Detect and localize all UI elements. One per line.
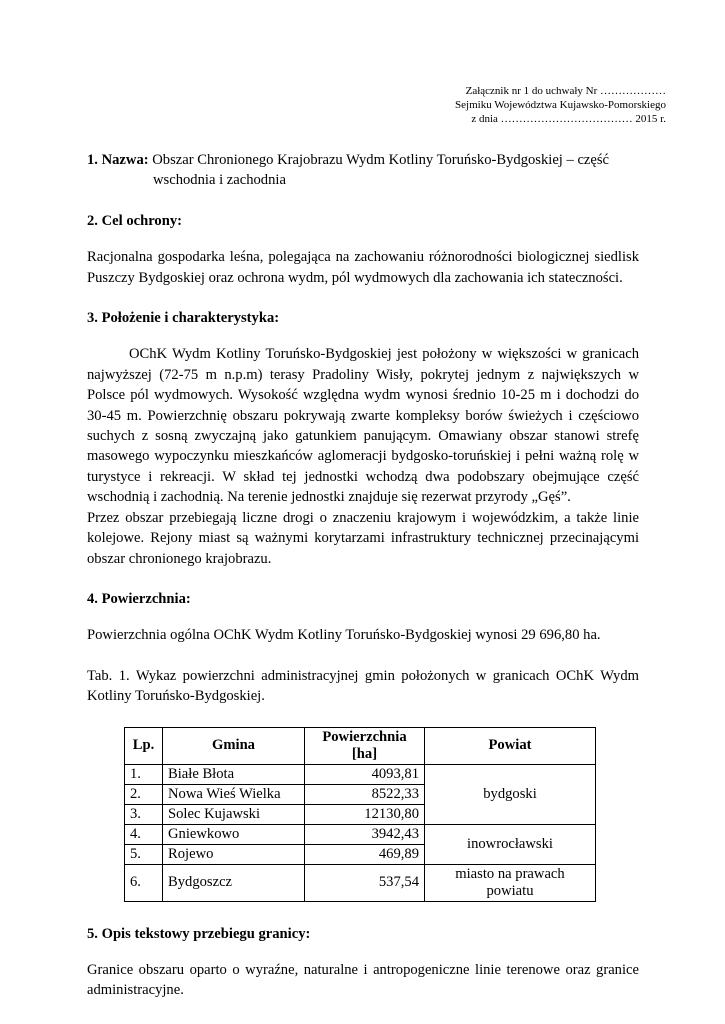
document-body: [87, 150, 639, 1001]
row-powierzchnia: 8522,33: [305, 784, 425, 804]
section-area-text: Powierzchnia ogólna OChK Wydm Kotliny Toruńsko-Bydgoskiej wynosi 29 696,80 ha.: [87, 627, 601, 644]
table-row: [125, 764, 596, 784]
header-powierzchnia-line1: Powierzchnia: [322, 728, 407, 745]
row-lp: 5.: [125, 844, 163, 864]
header-gmina: Gmina: [163, 727, 305, 764]
row-powierzchnia: 469,89: [305, 844, 425, 864]
row-powiat: inowrocławski: [425, 824, 596, 864]
attachment-note: [426, 84, 666, 126]
section-boundary-heading: 5. Opis tekstowy przebiegu granicy:: [87, 925, 311, 942]
row-powierzchnia: 4093,81: [305, 764, 425, 784]
row-powierzchnia: 3942,43: [305, 824, 425, 844]
row-gmina: Nowa Wieś Wielka: [163, 784, 305, 804]
section-boundary-text: Granice obszaru oparto o wyraźne, naturalne i antropogeniczne linie terenowe oraz granice administracyjne.: [87, 961, 639, 999]
section-name-value: Obszar Chronionego Krajobrazu Wydm Kotliny Toruńsko-Bydgoskiej – część: [152, 152, 610, 168]
section-location-paragraph-1: OChK Wydm Kotliny Toruńsko-Bydgoskiej jest położony w większości w granicach najwyższej (72-75 m n.p.m) terasy Pradoliny Wisły, pokrytej jednym z największych w Polsce pól wydmowych. Wysokość względna wydm wynosi średnio 10-25 m i dochodzi do 30-45 m. Powierzchnię obszaru pokrywają zwarte kompleksy borów świeżych i częściowo suchych z sosną zwyczajną jako gatunkiem panującym. Omawiany obszar stanowi strefę masowego wypoczynku mieszkańców aglomeracji bydgosko-toruńskiej i pełni ważną rolę w turystyce i rekreacji. W skład tej jednostki wchodzą dwa podobszary obejmujące część wschodnią i zachodnią. Na terenie jednostki znajduje się rezerwat przyrody „Gęś”.: [87, 346, 639, 506]
section-name: [87, 150, 639, 170]
table-row: [125, 824, 596, 844]
row-powiat: bydgoski: [425, 764, 596, 824]
row-lp: 2.: [125, 784, 163, 804]
row-gmina: Solec Kujawski: [163, 804, 305, 824]
row-gmina: Bydgoszcz: [163, 864, 305, 901]
section-area-heading: 4. Powierzchnia:: [87, 590, 191, 607]
municipality-area-table: [124, 727, 596, 902]
attachment-line-3: z dnia ……………………………… 2015 r.: [471, 113, 666, 125]
section-name-value-line2: wschodnia i zachodnia: [153, 172, 286, 189]
header-lp: Lp.: [125, 727, 163, 764]
row-lp: 6.: [125, 864, 163, 901]
row-gmina: Rojewo: [163, 844, 305, 864]
table-row: [125, 864, 596, 901]
header-powierzchnia-line2: [ha]: [351, 745, 378, 762]
row-powierzchnia: 12130,80: [305, 804, 425, 824]
attachment-line-2: Sejmiku Województwa Kujawsko-Pomorskiego: [455, 99, 666, 111]
table-caption: Tab. 1. Wykaz powierzchni administracyjnej gmin położonych w granicach OChK Wydm Kotliny Toruńsko-Bydgoskiej.: [87, 667, 639, 705]
row-lp: 3.: [125, 804, 163, 824]
header-powierzchnia: [305, 727, 425, 764]
row-gmina: Białe Błota: [163, 764, 305, 784]
table-header-row: [125, 727, 596, 764]
section-location-heading: 3. Położenie i charakterystyka:: [87, 310, 280, 327]
row-powiat: miasto na prawach powiatu: [425, 864, 596, 901]
section-name-label: 1. Nazwa:: [87, 152, 149, 168]
section-location-paragraph-2: Przez obszar przebiegają liczne drogi o znaczeniu krajowym i wojewódzkim, a także linie kolejowe. Rejony miast są ważnymi korytarzami infrastruktury technicznej przecinającymi obszar chronionego krajobrazu.: [87, 509, 639, 567]
row-gmina: Gniewkowo: [163, 824, 305, 844]
row-powierzchnia: 537,54: [305, 864, 425, 901]
row-lp: 1.: [125, 764, 163, 784]
attachment-line-1: Załącznik nr 1 do uchwały Nr ………………: [465, 85, 666, 97]
section-goal-heading: 2. Cel ochrony:: [87, 212, 182, 229]
section-goal-text: Racjonalna gospodarka leśna, polegająca na zachowaniu różnorodności biologicznej siedlisk Puszczy Bydgoskiej oraz ochrona wydm, pól wydmowych dla zachowania ich stateczności.: [87, 249, 639, 286]
header-powiat: Powiat: [425, 727, 596, 764]
row-lp: 4.: [125, 824, 163, 844]
